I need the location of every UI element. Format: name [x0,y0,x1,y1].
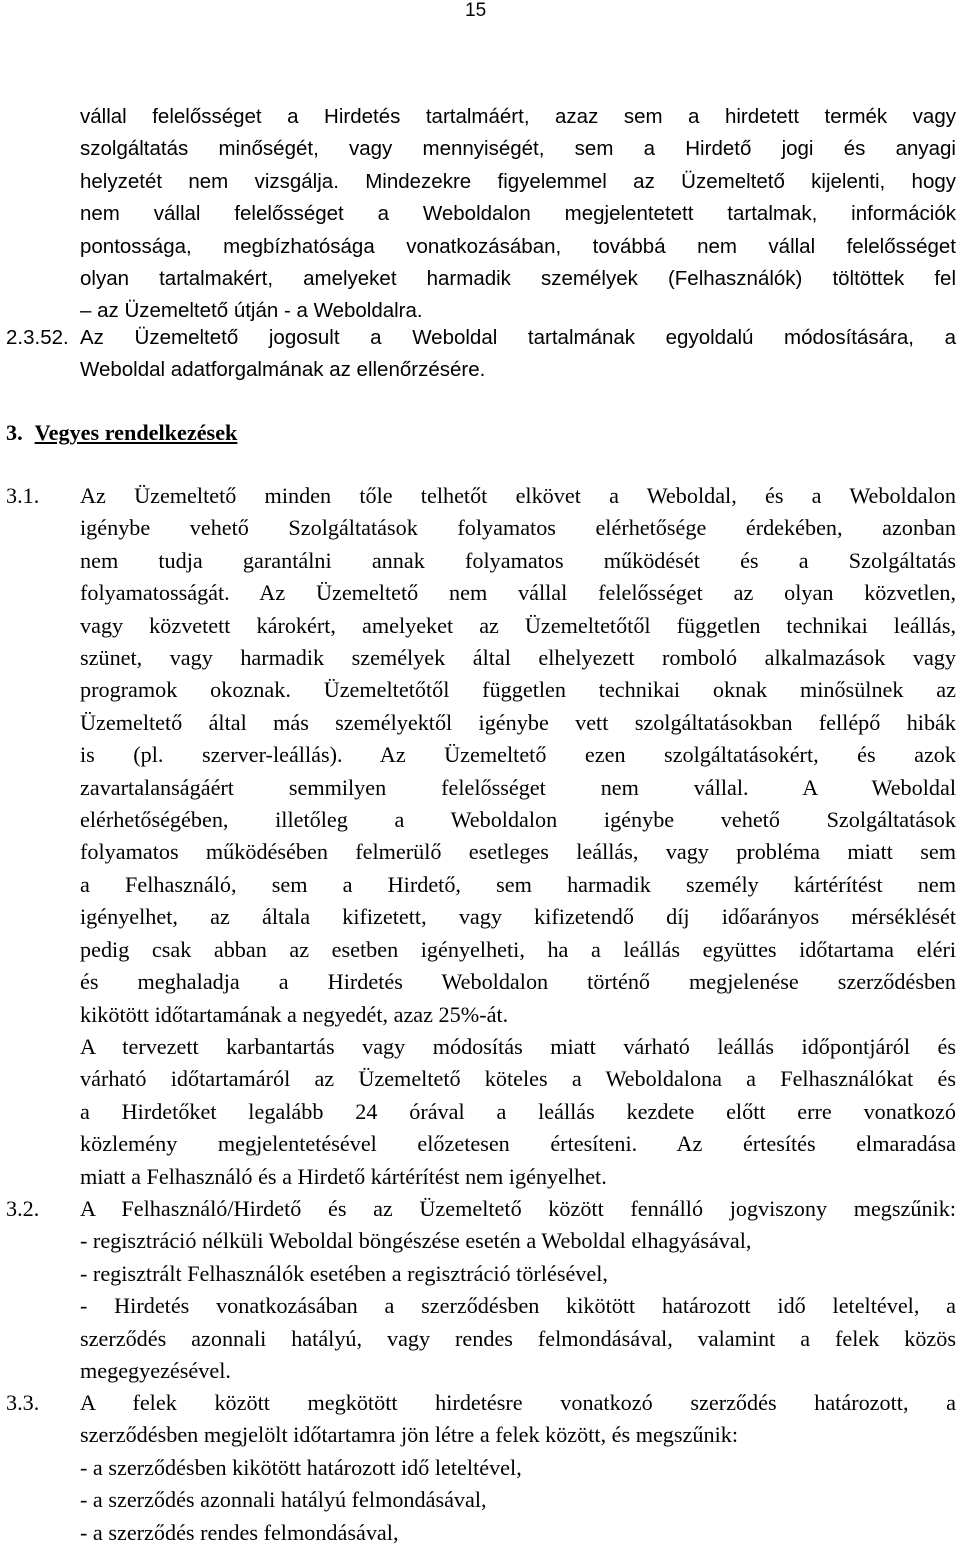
item-number: 3.1. [6,483,40,508]
text-line: szünet, vagy harmadik személyek által elhelyezett romboló alkalmazások vagy [80,645,956,671]
section-heading [6,417,237,449]
text-line: A felek között megkötött hirdetésre vonatkozó szerződés határozott, a [80,1390,956,1415]
text-line: vállal felelősséget a Hirdetés tartalmáért, azaz sem a hirdetett termék vagy [80,105,956,128]
text-line: - regisztráció nélküli Weboldal böngészése esetén a Weboldal elhagyásával, [80,1228,752,1254]
text-line: programok okoznak. Üzemeltetőtől független technikai oknak minősülnek az [80,677,956,703]
text-line: zavartalanságáért semmilyen felelősséget nem vállal. A Weboldal [80,774,956,800]
item-number: 3.2. [6,1196,40,1221]
item-32-paragraph [80,1193,956,1387]
item-number: 2.3.52. [6,326,69,349]
text-line: - a szerződés rendes felmondásával, [80,1519,399,1545]
text-line: folyamatos működésében felmerülő esetleges leállás, vagy probléma miatt sem [80,839,956,865]
text-line: igényelhet, az általa kifizetett, vagy kifizetendő díj időarányos mérséklését [80,904,956,930]
item-33-paragraph [80,1387,956,1549]
text-line: szolgáltatás minőségét, vagy mennyiségét, sem a Hirdető jogi és anyagi [80,137,956,161]
text-line: A tervezett karbantartás vagy módosítás miatt várható leállás időpontjáról és [80,1033,956,1059]
text-line: elérhetőségében, illetőleg a Weboldalon igénybe vehető Szolgáltatások [80,807,956,833]
text-line: - Hirdetés vonatkozásában a szerződésben kikötött határozott idő leteltével, a [80,1293,956,1319]
text-line: - a szerződés azonnali hatályú felmondásával, [80,1487,487,1513]
text-line: - a szerződésben kikötött határozott idő leteltével, [80,1454,522,1480]
text-line: a Felhasználó, sem a Hirdető, sem harmadik személy kártérítést nem [80,871,956,897]
text-line: megegyezésével. [80,1358,231,1384]
text-line: - regisztrált Felhasználók esetében a regisztráció törlésével, [80,1260,608,1286]
item-number: 3.3. [6,1390,40,1415]
item-2352-paragraph [80,322,956,387]
text-line: – az Üzemeltető útján - a Weboldalra. [80,299,423,323]
text-line: és meghaladja a Hirdetés Weboldalon történő megjelenése szerződésben [80,969,956,995]
text-line: Weboldal adatforgalmának az ellenőrzésére. [80,358,486,382]
intro-paragraph [80,101,956,328]
text-line: várható időtartamáról az Üzemeltető köteles a Weboldalona a Felhasználókat és [80,1066,956,1092]
text-line: igénybe vehető Szolgáltatások folyamatos elérhetősége érdekében, azonban [80,515,956,541]
text-line: Üzemeltető által más személyektől igénybe vett szolgáltatásokban fellépő hibák [80,709,956,735]
section-number: 3. [6,420,23,445]
text-line: kikötött időtartamának a negyedét, azaz 25%-át. [80,1001,509,1027]
text-line: szerződés azonnali hatályú, vagy rendes felmondásával, valamint a felek közös [80,1325,956,1351]
text-line: A Felhasználó/Hirdető és az Üzemeltető között fennálló jogviszony megszűnik: [80,1196,956,1221]
text-line: olyan tartalmakért, amelyeket harmadik személyek (Felhasználók) töltöttek fel [80,267,956,291]
text-line: miatt a Felhasználó és a Hirdető kártérítést nem igényelhet. [80,1163,607,1189]
text-line: is (pl. szerver-leállás). Az Üzemeltető ezen szolgáltatásokért, és azok [80,742,956,768]
page-number: 15 [465,0,487,21]
text-line: Az Üzemeltető jogosult a Weboldal tartalmának egyoldalú módosítására, a [80,326,956,349]
item-31-paragraph [80,480,956,1193]
text-line: a Hirdetőket legalább 24 órával a leállás kezdete előtt erre vonatkozó [80,1098,956,1124]
text-line: nem vállal felelősséget a Weboldalon megjelentetett tartalmak, információk [80,202,956,226]
text-line: folyamatosságát. Az Üzemeltető nem vállal felelősséget az olyan közvetlen, [80,580,956,606]
text-line: Az Üzemeltető minden tőle telhetőt elkövet a Weboldal, és a Weboldalon [80,483,956,508]
text-line: helyzetét nem vizsgálja. Mindezekre figyelemmel az Üzemeltető kijelenti, hogy [80,169,956,193]
text-line: szerződésben megjelölt időtartamra jön létre a felek között, és megszűnik: [80,1422,738,1448]
text-line: pontossága, megbízhatósága vonatkozásában, továbbá nem vállal felelősséget [80,234,956,258]
section-title: Vegyes rendelkezések [34,420,238,445]
text-line: nem tudja garantálni annak folyamatos működését és a Szolgáltatás [80,547,956,573]
text-line: közlemény megjelentetésével előzetesen értesíteni. Az értesítés elmaradása [80,1131,956,1157]
text-line: vagy közvetett károkért, amelyeket az Üzemeltetőtől független technikai leállás, [80,612,956,638]
text-line: pedig csak abban az esetben igényelheti, ha a leállás együttes időtartama eléri [80,936,956,962]
